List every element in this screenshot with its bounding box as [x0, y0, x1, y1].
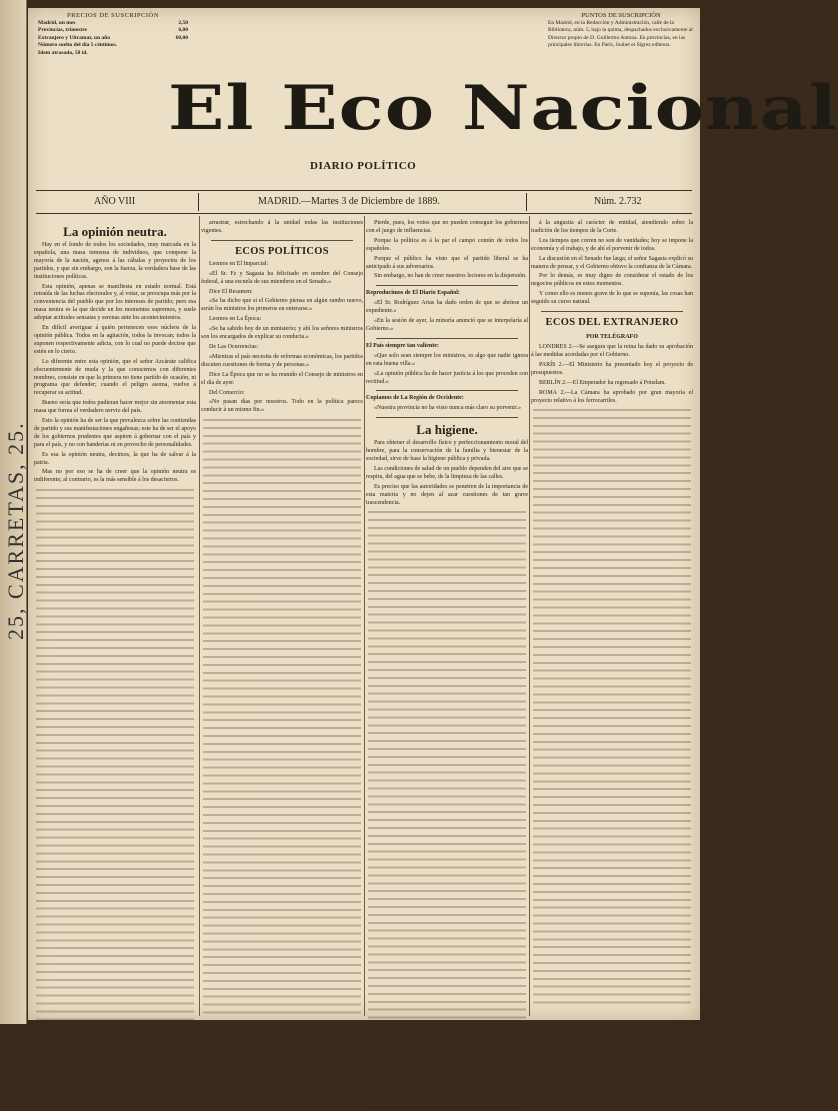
section-body	[201, 261, 363, 415]
issue-year: AÑO VIII	[94, 196, 136, 207]
newspaper-title: El Eco Nacional	[168, 73, 838, 144]
dateline-divider	[198, 193, 199, 211]
paragraph: Leemos en La Época:	[209, 316, 262, 323]
paragraph: Del Comercio:	[209, 389, 245, 396]
paragraph: Lo diferente entre esta opinión, que el señor Azcárate califica elocuentemente de muda y la que conocemos con diferentes nombres, consiste en que la primera no tiene partido de ocasión, ni programa que defender; cuando el peligro asoma, vuelve á recuperar su actitud.	[34, 358, 196, 397]
adjacent-page-edge	[0, 0, 27, 1024]
section-rule	[376, 417, 518, 418]
paragraph: «El Sr. Rodríguez Arias ha dado orden de que se abriese un expediente.»	[366, 300, 528, 315]
price-note: Idem atrasado, 50 íd.	[38, 49, 88, 56]
section-body	[366, 440, 528, 507]
paragraph: La discusión en el Senado fue larga; el señor Sagasta explicó su manera de pensar, y el Gobierno obtuvo la confianza de la Cámara.	[531, 255, 693, 270]
price-row: Madrid, un mes 2,50	[38, 19, 188, 26]
notice-body	[366, 405, 528, 413]
notice-heading: El País siempre tan valiente:	[366, 342, 439, 349]
column-rule	[529, 216, 530, 1016]
paragraph: «Mientras el país necesita de reformas económicas, los partidos discuten cuestiones de forma y de personas.»	[201, 353, 363, 368]
section-heading: La higiene.	[416, 422, 478, 438]
column-2	[201, 220, 363, 1014]
subscription-points	[548, 12, 694, 50]
paragraph: Dice La Época que no se ha reunido el Consejo de ministros en el día de ayer.	[201, 371, 363, 386]
section-heading: ECOS POLÍTICOS	[235, 245, 329, 257]
notice-body	[366, 353, 528, 387]
section-subheading: POR TELÉGRAFO	[586, 334, 638, 341]
paragraph: Las condiciones de salud de un pueblo dependen del aire que se respira, del agua que se bebe, de la limpieza de las calles.	[366, 465, 528, 480]
article-continuation: arrastrar, estrechando á la unidad todas las instituciones vigentes.	[201, 220, 363, 234]
section-heading: ECOS DEL EXTRANJERO	[545, 317, 679, 329]
paragraph: BERLÍN 2.—El Emperador ha regresado á Potsdam.	[539, 379, 666, 386]
paragraph: «El Sr. Fz y Sagasta ha felicitado en nombre del Consejo federal, á una escuela de sus miembros en el Senado.»	[201, 270, 363, 285]
paragraph: Esta opinión, apenas se manifiesta en estado normal. Está retraída de las luchas electorales y, al votar, se preocupa más por la conveniencia del pueblo que por los intereses de partido; pero esa masa neutra es la que decide en los momentos supremos, y suele adoptar actitudes sensatas y serenas ante los acontecimientos.	[34, 283, 196, 322]
paragraph: «Se ha dicho que si el Gobierno piensa en algún rumbo nuevo, serán los ministros los primeros en enterarse.»	[201, 298, 363, 313]
article-heading: La opinión neutra.	[63, 224, 167, 239]
spine-text: 25, CARRETAS, 25.	[3, 421, 28, 640]
dateline-divider	[526, 193, 527, 211]
text-texture	[203, 419, 361, 1019]
dateline	[36, 190, 692, 214]
paragraph: PARÍS 2.—El Ministerio ha presentado hoy el proyecto de presupuestos.	[531, 361, 693, 376]
article-body	[34, 242, 196, 485]
paragraph: Por lo demás, es muy digno de considerar el estado de los negocios públicos en estos momentos.	[531, 273, 693, 288]
paragraph: Mas no por eso se ha de creer que la opinión neutra es indiferente; al contrario, es la más sensible á los desaciertos.	[34, 469, 196, 484]
paragraph: Esto la opinión ha de ser la que prevalezca sobre las contiendas de partido y sus manifestaciones engañosas; este ha de ser el apoyo de los gobiernos prudentes que aspiren á gobernar con el país y para el país, y no con banderías ni en provecho de personalidades.	[34, 418, 196, 448]
paragraph: «Que solo sean siempre los ministros, es algo que nadie ignora en esta buena villa.»	[366, 352, 528, 367]
column-rule	[199, 216, 200, 1016]
subscription-prices	[38, 12, 188, 58]
paragraph: Porque el público ha visto que el partido liberal se ha anticipado á sus adversarios.	[366, 255, 528, 270]
prices-title: PRECIOS DE SUSCRIPCIÓN	[67, 12, 159, 19]
notice-body	[366, 300, 528, 334]
paragraph: Los tiempos que corren no son de vanidades; hoy se impone la economía y el trabajo, y de ahí el porvenir de todos.	[531, 237, 693, 252]
paragraph: Sin embargo, no han de creer nuestros lectores en la dispersión.	[374, 273, 527, 280]
price-note: Número suelto del día 5 céntimos.	[38, 42, 118, 49]
paragraph: «Nuestra provincia no ha visto nunca más claro su porvenir.»	[374, 405, 521, 412]
paragraph: «Se ha sabido hoy de un ministerio; y ahí los señores ministros son los encargados de explicar su conducta.»	[201, 326, 363, 341]
paragraph: «En la sesión de ayer, la minoría anunció que se interpelaría al Gobierno.»	[366, 318, 528, 332]
paragraph: ROMA 2.—La Cámara ha aprobado por gran mayoría el proyecto relativo á los ferrocarriles.	[531, 389, 693, 404]
section-rule	[376, 285, 518, 286]
paragraph: En difícil averiguar á quién pertenecen esos núcleos de la opinión pública. Todos en la agitación, todos la invocan; todos la suponen respectivamente adicta, con lo cual no puede decirse que estén en lo cierto.	[34, 325, 196, 355]
points-text: En Madrid, en la Redacción y Administración, calle de la Biblioteca, núm. 5, bajo la quinta, despachados exclusivamente al Director propio de D. Guillermo Antona. En provincias, en las principales librerías. En París, Jouhet et Sigrez editeurs.	[548, 19, 693, 49]
text-texture	[533, 409, 691, 1009]
notice-heading: Reproducimos de El Diario Español:	[366, 290, 460, 297]
article-body	[531, 220, 693, 307]
paragraph: Pierde, pues, los votos que no pueden conseguir los gobiernos con el juego de influencias.	[366, 220, 528, 234]
paragraph: «No pasan días por nosotros. Todo en la política parece conducir á un mismo fin.»	[201, 399, 363, 414]
newspaper-page	[28, 8, 838, 1020]
paragraph: á la angustia al carácter de entidad, atendiendo sobre la tradición de los tiempos de la Corte.	[531, 220, 693, 234]
column-rule	[364, 216, 365, 1016]
paragraph: Leemos en El Imparcial:	[209, 260, 269, 267]
section-rule	[211, 240, 353, 241]
notice-heading: Copiamos de La Región de Occidente:	[366, 395, 464, 402]
column-4	[531, 220, 693, 1014]
price-row: Extranjero y Ultramar, un año 60,00	[38, 34, 188, 41]
column-1	[34, 220, 196, 1014]
paragraph: Hay en el fondo de todos los sociedades, muy marcada en la española, una masa inmensa de individuos, que compone la mayoría de la nación, agenos á las cábalas y proyectos de los partidos, y que sin embargo, son la fuerza, la verdadera base de las instituciones políticas.	[34, 242, 196, 280]
paragraph: Dice El Resumen:	[209, 288, 253, 295]
section-body	[531, 344, 693, 405]
issue-number: Núm. 2.732	[594, 196, 642, 207]
column-3	[366, 220, 528, 1014]
section-rule	[541, 311, 683, 312]
section-rule	[376, 338, 518, 339]
paragraph: Bueno sería que todos pudieran hacer mejor sin atormentar esta masa que forma el verdadero nervio del país.	[34, 400, 196, 415]
points-title: PUNTOS DE SUSCRIPCIÓN	[581, 12, 661, 19]
issue-date: MADRID.—Martes 3 de Diciembre de 1889.	[258, 196, 440, 207]
article-body	[366, 220, 528, 281]
paragraph: Y como ello es menos grave de lo que se suponía, las cosas han seguido su curso natural.	[531, 291, 693, 306]
text-texture	[36, 489, 194, 1089]
paragraph: Es preciso que las autoridades se penetren de la importancia de esta materia y no dejen al azar cuestiones de tan grave trascendencia.	[366, 483, 528, 506]
paragraph: Para obtener el desarrollo físico y perfeccionamiento moral del hombre, para la conservación de la familia y bienestar de la sociedad, sirve de base la higiene pública y privada.	[366, 440, 528, 463]
text-texture	[368, 511, 526, 1111]
paragraph: Es esa la opinión neutra, decimos, la que ha de salvar á la patria.	[34, 451, 196, 466]
paragraph: De Las Ocurrencias:	[209, 343, 259, 350]
newspaper-subtitle: DIARIO POLÍTICO	[310, 160, 417, 172]
paragraph: LONDRES 2.—Se asegura que la reina ha dado su aprobación á las medidas acordadas por el Gobierno.	[531, 344, 693, 358]
section-rule	[376, 390, 518, 391]
price-row: Provincias, trimestre 6,00	[38, 27, 188, 34]
paragraph: «La opinión pública ha de hacer justicia á los que proceden con rectitud.»	[366, 370, 528, 385]
paragraph: Porque la política es á la par el campo común de todos los españoles.	[366, 237, 528, 252]
